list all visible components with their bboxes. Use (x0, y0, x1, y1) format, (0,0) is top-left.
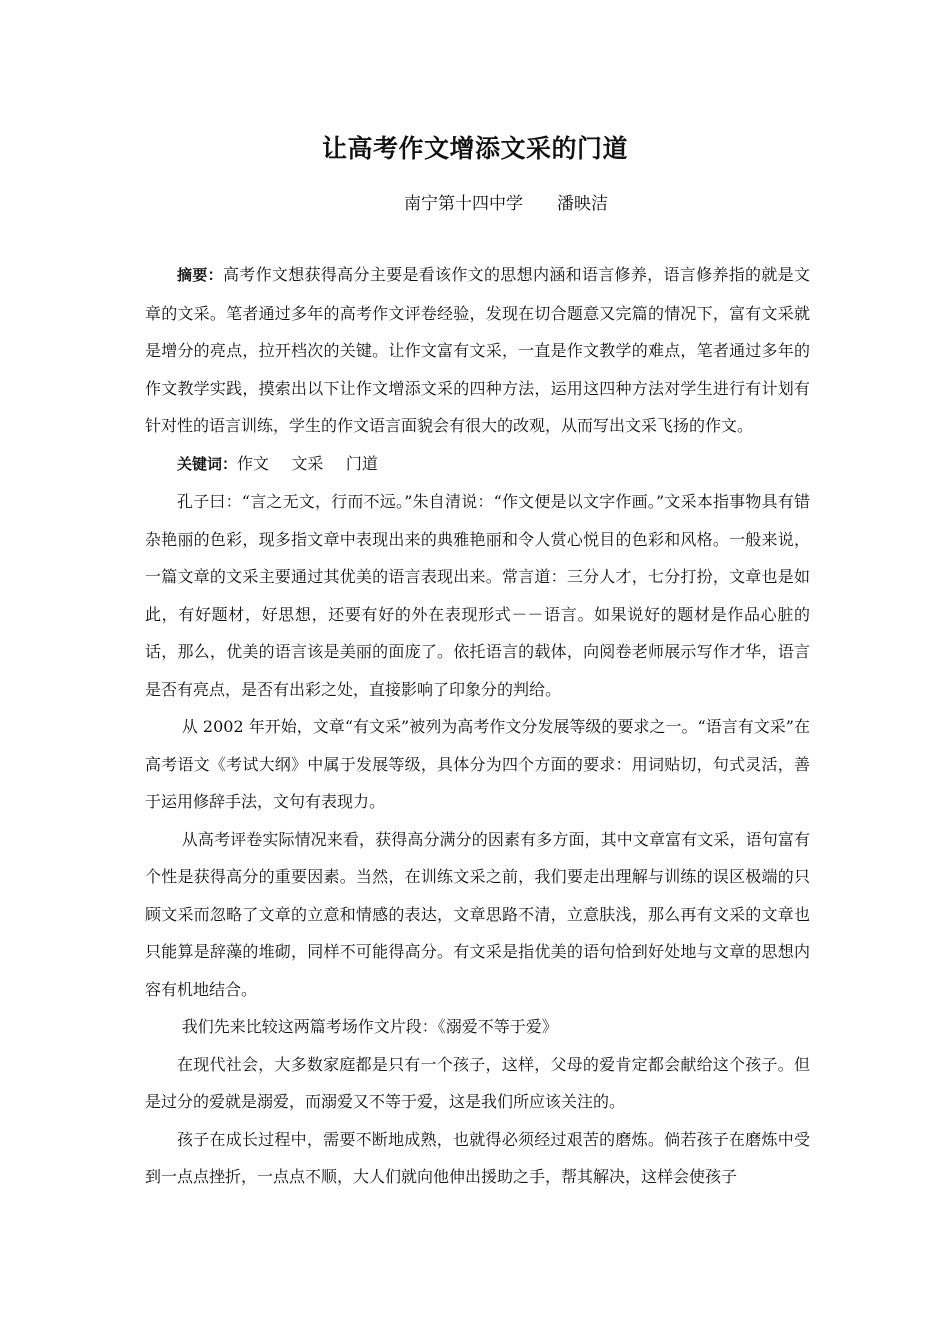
keywords-paragraph (145, 445, 810, 484)
body-paragraph: 孔子曰：“言之无文，行而不远。”朱自清说：“作文便是以文字作画。”文采本指事物具有错杂艳丽的色彩，现多指文章中表现出来的典雅艳丽和令人赏心悦目的色彩和风格。一般来说，一篇文章的文采主要通过其优美的语言表现出来。常言道：三分人才，七分打扮，文章也是如此，有好题材，好思想，还要有好的外在表现形式－－语言。如果说好的题材是作品心脏的话，那么，优美的语言该是美丽的面庞了。依托语言的载体，向阅卷老师展示写作才华，语言是否有亮点，是否有出彩之处，直接影响了印象分的判给。 (145, 492, 810, 699)
abstract-label: 摘要： (177, 266, 223, 284)
body-paragraph: 我们先来比较这两篇考场作文片段：《溺爱不等于爱》 (181, 1017, 558, 1036)
keywords-label: 关键词： (177, 454, 238, 473)
keyword-item: 门道 (345, 453, 378, 473)
body-paragraph: 孩子在成长过程中，需要不断地成熟，也就得必须经过艰苦的磨炼。倘若孩子在磨炼中受到一点点挫折，一点点不顺，大人们就向他伸出援助之手，帮其解决，这样会使孩子 (145, 1129, 810, 1186)
keyword-item: 文采 (291, 453, 324, 473)
keyword-item: 作文 (237, 453, 270, 473)
body-paragraph: 在现代社会，大多数家庭都是只有一个孩子，这样，父母的爱肯定都会献给这个孩子。但是过分的爱就是溺爱，而溺爱又不等于爱，这是我们所应该关注的。 (145, 1054, 810, 1111)
document-title: 让高考作文增添文采的门道 (321, 134, 628, 163)
document-body (145, 256, 810, 1196)
abstract-paragraph (145, 256, 810, 445)
body-paragraph: 从高考评卷实际情况来看，获得高分满分的因素有多方面，其中文章富有文采，语句富有个性是获得高分的重要因素。当然，在训练文采之前，我们要走出理解与训练的误区极端的只顾文采而忽略了文章的立意和情感的表达，文章思路不清，立意肤浅，那么再有文采的文章也只能算是辞藻的堆砌，同样不可能得高分。有文采是指优美的语句恰到好处地与文章的思想内容有机地结合。 (145, 829, 810, 999)
author-byline: 南宁第十四中学 潘映洁 (404, 194, 608, 214)
body-paragraph: 从 2002 年开始，文章“有文采”被列为高考作文分发展等级的要求之一。“语言有文采”在高考语文《考试大纲》中属于发展等级，具体分为四个方面的要求：用词贴切，句式灵活，善于运用修辞手法，文句有表现力。 (145, 717, 810, 811)
abstract-text: 高考作文想获得高分主要是看该作文的思想内涵和语言修养，语言修养指的就是文章的文采。笔者通过多年的高考作文评卷经验，发现在切合题意又完篇的情况下，富有文采就是增分的亮点，拉开档次的关键。让作文富有文采，一直是作文教学的难点，笔者通过多年的作文教学实践，摸索出以下让作文增添文采的四种方法，运用这四种方法对学生进行有计划有针对性的语言训练，学生的作文语言面貌会有很大的改观，从而写出文采飞扬的作文。 (145, 265, 810, 435)
